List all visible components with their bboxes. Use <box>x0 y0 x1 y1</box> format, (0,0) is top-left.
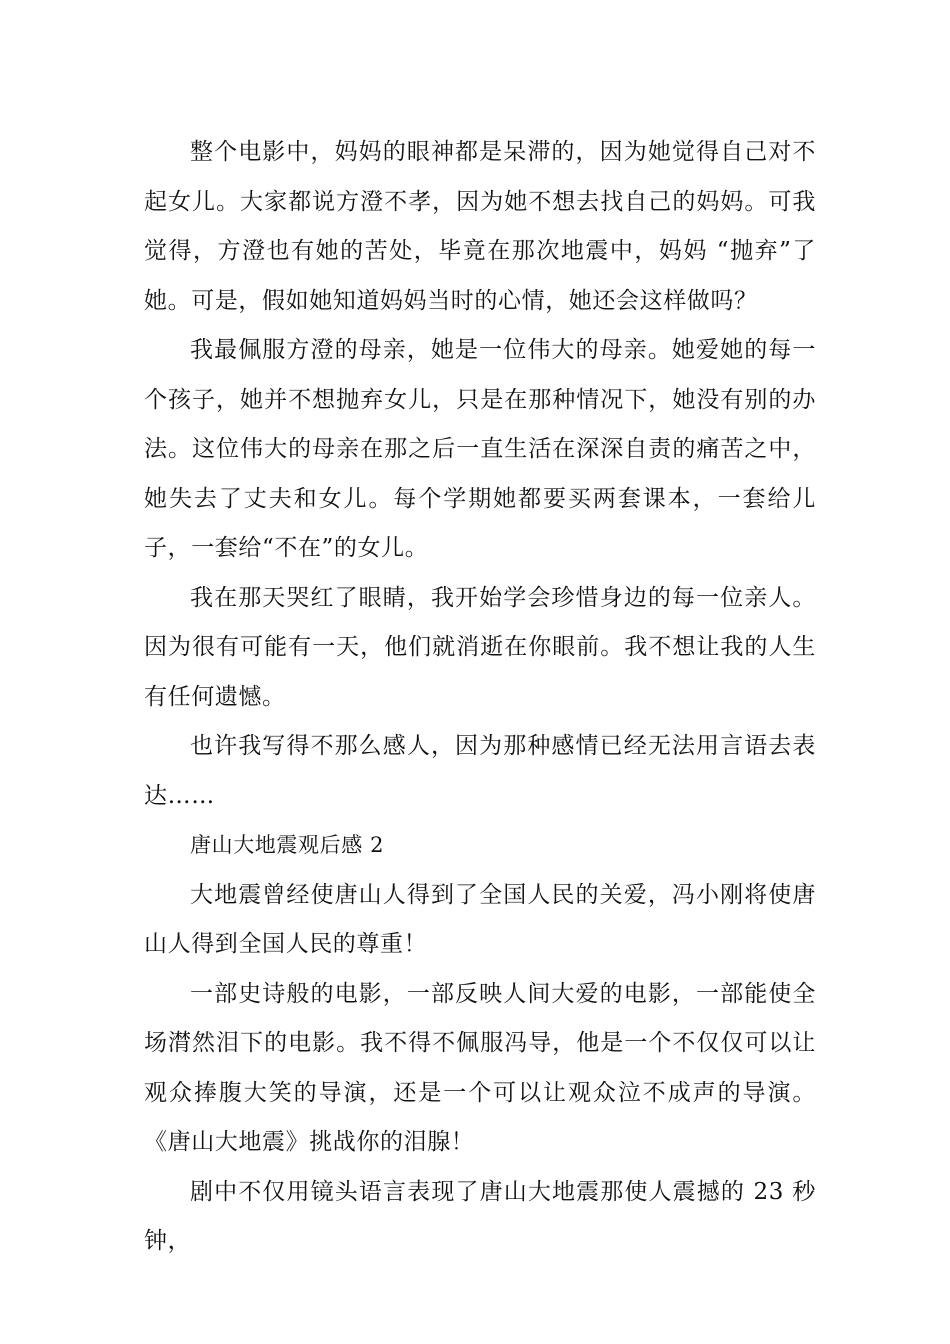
paragraph-tangshan-respect: 大地震曾经使唐山人得到了全国人民的关爱，冯小刚将使唐山人得到全国人民的尊重！ <box>144 881 816 957</box>
paragraph-epic-film: 一部史诗般的电影，一部反映人间大爱的电影，一部能使全场潸然泪下的电影。我不得不佩服冯导，他是一个不仅仅可以让观众捧腹大笑的导演，还是一个可以让观众泣不成声的导演。《唐山大地震》挑战你的泪腺！ <box>144 980 816 1155</box>
document-body <box>144 128 816 1267</box>
paragraph-mother-gaze: 整个电影中，妈妈的眼神都是呆滞的，因为她觉得自己对不起女儿。大家都说方澄不孝，因为她不想去找自己的妈妈。可我觉得，方澄也有她的苦处，毕竟在那次地震中，妈妈 “抛弃”了她。可是，假如她知道妈妈当时的心情，她还会这样做吗？ <box>144 139 816 314</box>
paragraph-cannot-express: 也许我写得不那么感人，因为那种感情已经无法用言语去表达…… <box>144 733 816 809</box>
paragraph-admire-mother: 我最佩服方澄的母亲，她是一位伟大的母亲。她爱她的每一个孩子，她并不想抛弃女儿，只是在那种情况下，她没有别的办法。这位伟大的母亲在那之后一直生活在深深自责的痛苦之中，她失去了丈夫和女儿。每个学期她都要买两套课本，一套给儿子，一套给“不在”的女儿。 <box>144 337 816 561</box>
paragraph-cherish-family: 我在那天哭红了眼睛，我开始学会珍惜身边的每一位亲人。因为很有可能有一天，他们就消逝在你眼前。我不想让我的人生有任何遗憾。 <box>144 584 816 710</box>
section-title: 唐山大地震观后感 2 <box>190 833 385 857</box>
paragraph-23-seconds: 剧中不仅用镜头语言表现了唐山大地震那使人震撼的 23 秒钟， <box>144 1178 816 1254</box>
